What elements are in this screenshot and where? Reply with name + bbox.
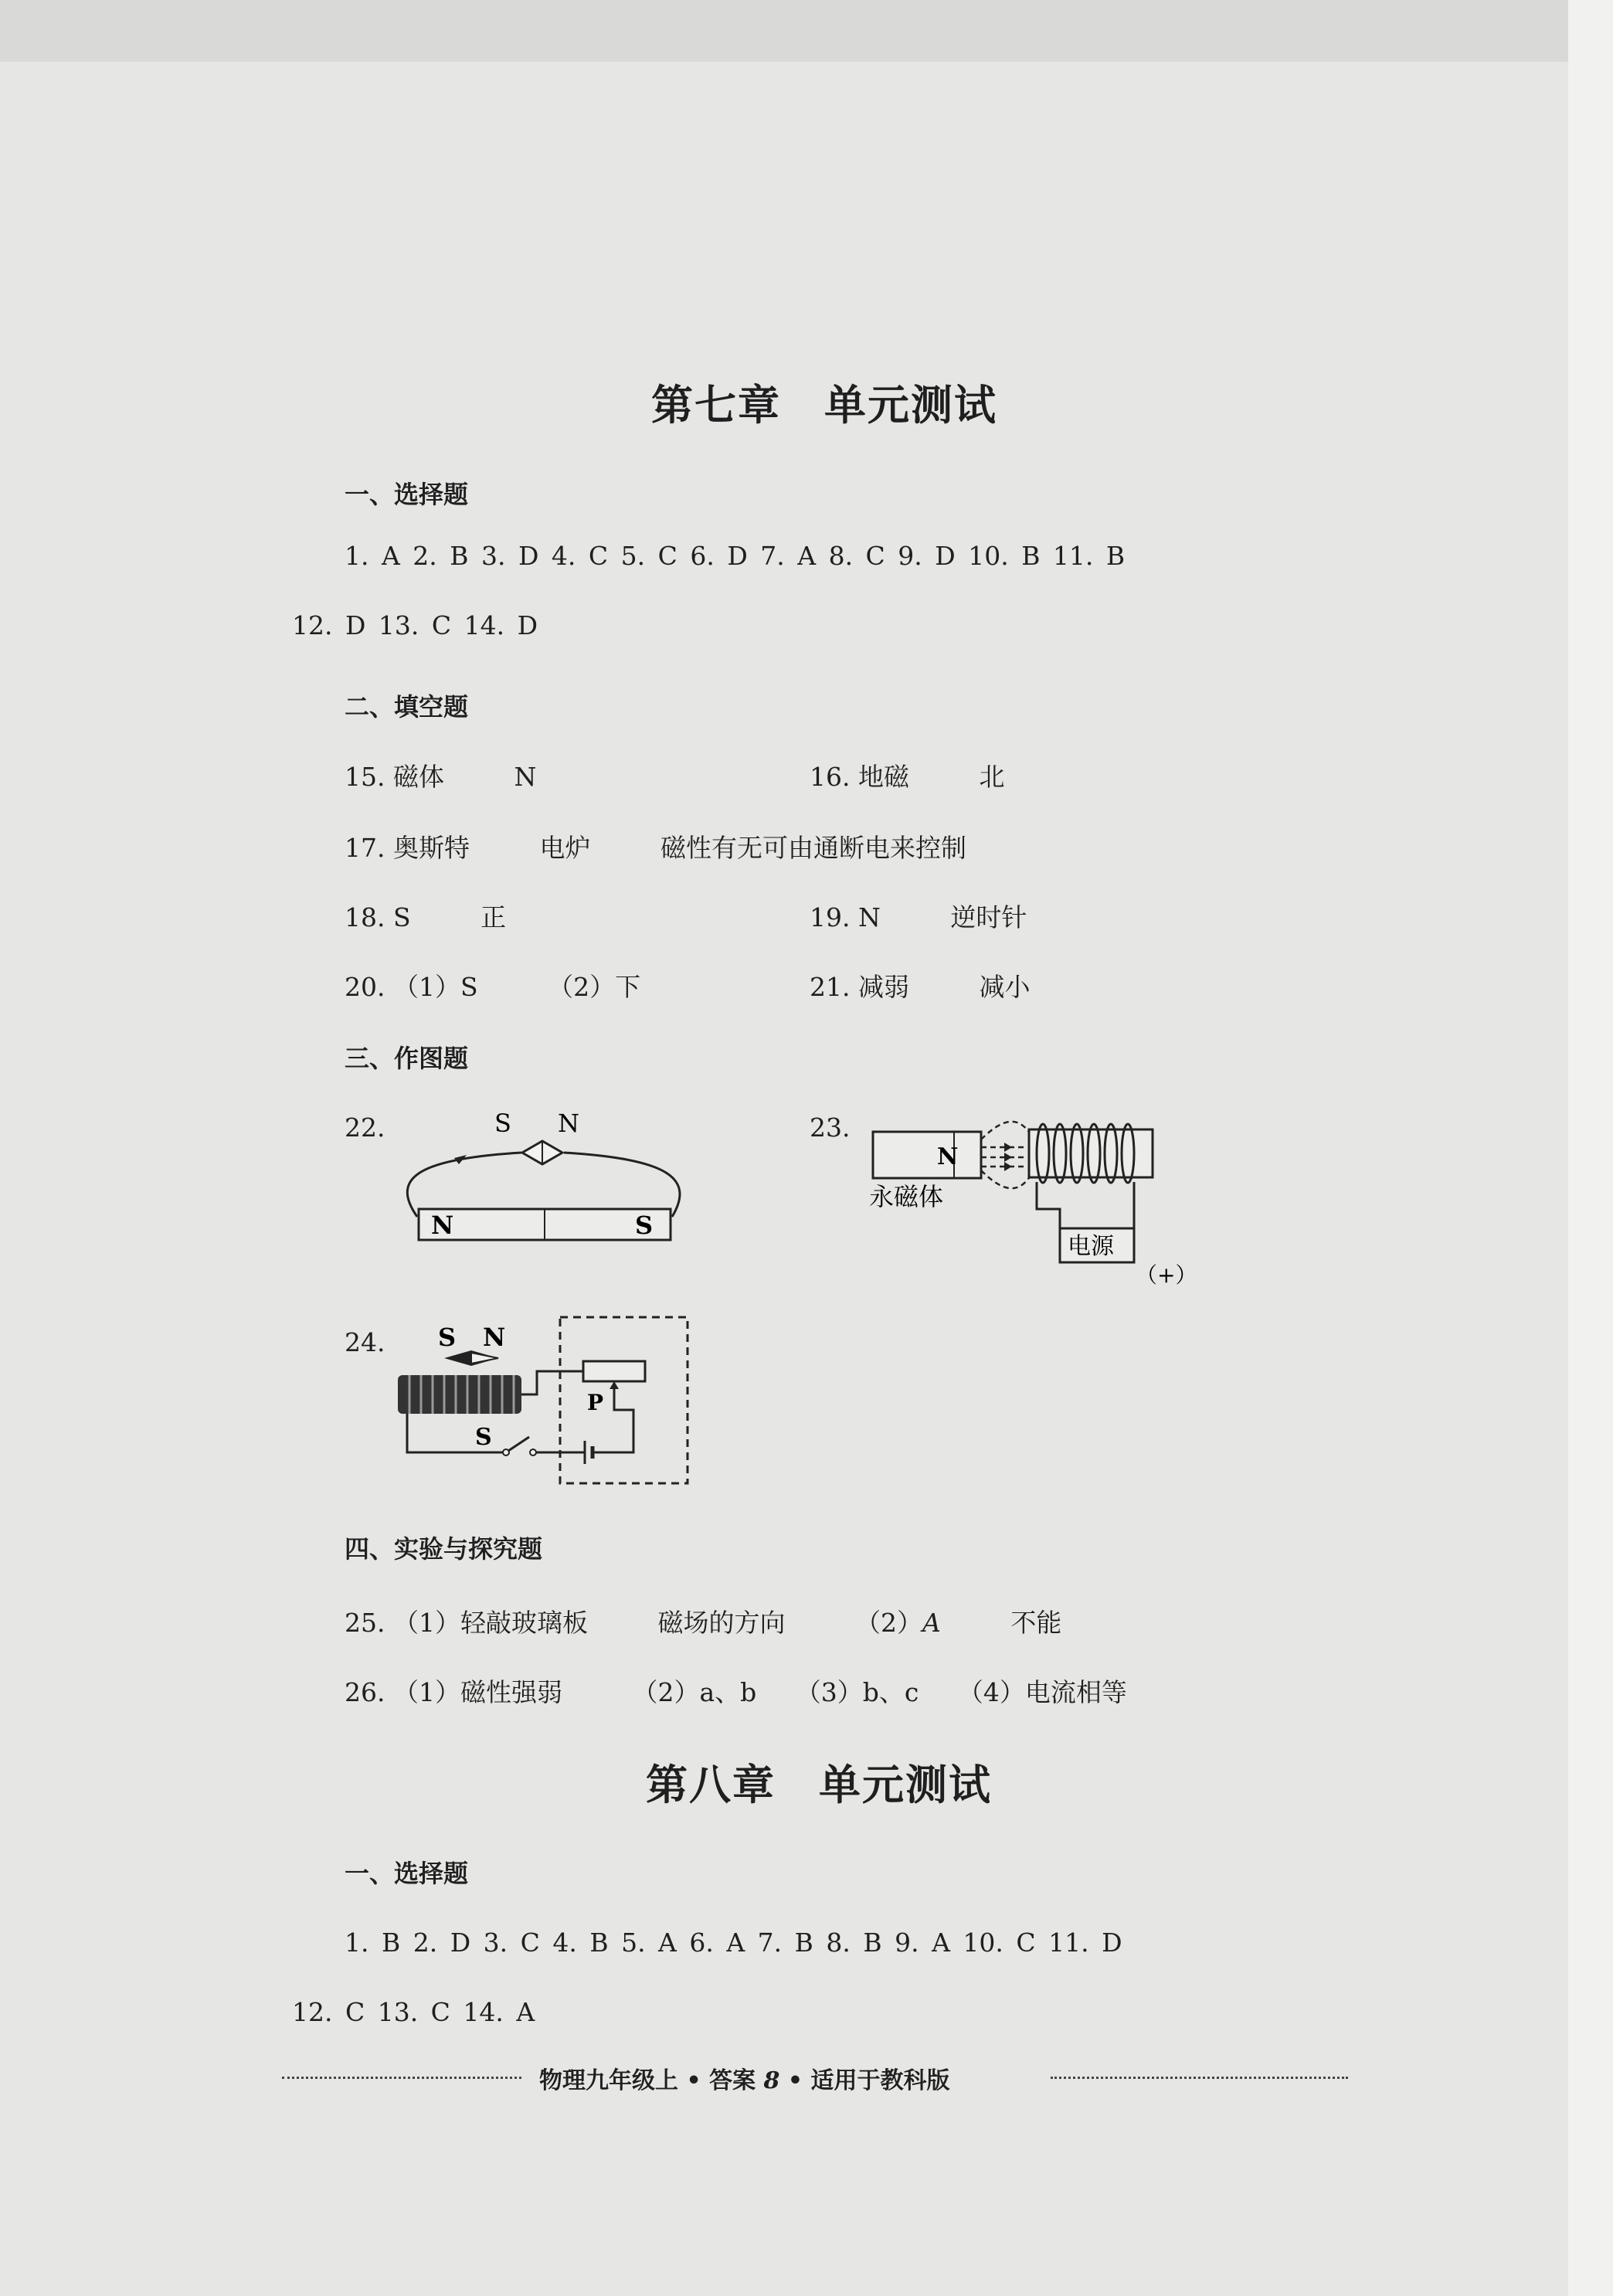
q24-circuit-diagram bbox=[390, 1313, 699, 1491]
q23-number: 23. bbox=[810, 1112, 851, 1143]
ch7-section-multiple-choice: 一、选择题 bbox=[345, 480, 469, 509]
ch8-mc-answers-line1: 1. B 2. D 3. C 4. B 5. A 6. A 7. B 8. B 9. A 10. C 11. D bbox=[345, 1927, 1122, 1958]
q16-a: 地磁 bbox=[857, 762, 909, 792]
q20-number: 20. bbox=[345, 972, 385, 1002]
q25-answer bbox=[345, 1603, 1061, 1639]
q21-b: 减小 bbox=[979, 972, 1031, 1002]
q22-bar-s: S bbox=[635, 1211, 654, 1240]
q15-b: N bbox=[514, 762, 537, 792]
q25-c: （2） bbox=[854, 1608, 922, 1638]
q16-number: 16. bbox=[810, 762, 851, 792]
q18-answer bbox=[345, 898, 506, 934]
q18-b: 正 bbox=[481, 902, 507, 932]
q26-number: 26. bbox=[345, 1677, 385, 1707]
footer-dotted-rule-right bbox=[1051, 2077, 1348, 2079]
q21-answer bbox=[810, 967, 1030, 1004]
q26-b: （2）a、b bbox=[632, 1677, 757, 1707]
q21-number: 21. bbox=[810, 972, 851, 1002]
q17-answer bbox=[345, 828, 966, 864]
q22-magnet-field-diagram bbox=[386, 1101, 695, 1255]
q15-answer bbox=[345, 757, 536, 793]
q24-compass-n: N bbox=[483, 1323, 506, 1352]
q26-a: （1）磁性强弱 bbox=[392, 1677, 562, 1707]
chapter7-title: 第七章 单元测试 bbox=[651, 381, 997, 430]
q19-number: 19. bbox=[810, 902, 851, 932]
q26-answer bbox=[345, 1673, 1127, 1709]
q16-answer bbox=[810, 757, 1004, 793]
q20-a: （1）S bbox=[392, 972, 478, 1002]
q24-number: 24. bbox=[345, 1327, 385, 1357]
footer-edition: 适用于教科版 bbox=[810, 2067, 950, 2094]
q25-b: 磁场的方向 bbox=[657, 1608, 786, 1638]
ch7-section-drawing: 三、作图题 bbox=[345, 1044, 469, 1073]
q24-switch bbox=[506, 1437, 529, 1452]
ch7-mc-answers-line1: 1. A 2. B 3. D 4. C 5. C 6. D 7. A 8. C 9. D 10. B 11. B bbox=[345, 541, 1126, 571]
page-edge bbox=[1568, 0, 1613, 2296]
q16-b: 北 bbox=[979, 762, 1005, 792]
q24-rheostat bbox=[583, 1361, 645, 1381]
q18-number: 18. bbox=[345, 902, 385, 932]
q22-bar-n: N bbox=[431, 1211, 454, 1240]
q23-source-label: 电源 bbox=[1068, 1233, 1114, 1260]
footer: 物理九年级上 • 答案 8 • 适用于教科版 bbox=[539, 2067, 950, 2094]
q18-a: S bbox=[392, 902, 411, 932]
ch7-mc-answers-line2: 12. D 13. C 14. D bbox=[292, 610, 538, 640]
q22-compass-s: S bbox=[494, 1109, 511, 1138]
q26-d: （4）电流相等 bbox=[957, 1677, 1127, 1707]
q17-number: 17. bbox=[345, 833, 385, 863]
q23-magnet-label: 永磁体 bbox=[869, 1182, 944, 1211]
q22-compass-n: N bbox=[558, 1109, 579, 1138]
q24-compass-s: S bbox=[438, 1323, 457, 1352]
q15-number: 15. bbox=[345, 762, 385, 792]
q23-plus-label: （+） bbox=[1136, 1262, 1197, 1288]
q25-a: （1）轻敲玻璃板 bbox=[392, 1608, 588, 1638]
q22-number: 22. bbox=[345, 1112, 385, 1143]
q19-answer bbox=[810, 898, 1027, 934]
footer-dotted-rule-left bbox=[282, 2077, 521, 2079]
q23-permanent-magnet bbox=[873, 1132, 981, 1178]
ch8-section-multiple-choice: 一、选择题 bbox=[345, 1859, 469, 1888]
ch7-section-fill-blank: 二、填空题 bbox=[345, 692, 469, 722]
q24-dashed-box bbox=[560, 1317, 688, 1483]
q24-slider-p: P bbox=[587, 1390, 604, 1415]
q20-b: （2）下 bbox=[548, 972, 641, 1002]
q25-c-italic: A bbox=[922, 1608, 941, 1638]
q23-electromagnet-diagram bbox=[857, 1112, 1213, 1298]
q17-a: 奥斯特 bbox=[392, 833, 470, 863]
q15-a: 磁体 bbox=[392, 762, 444, 792]
q25-d: 不能 bbox=[1010, 1608, 1062, 1638]
q17-b: 电炉 bbox=[539, 833, 591, 863]
ch8-mc-answers-line2: 12. C 13. C 14. A bbox=[292, 1997, 535, 2027]
footer-answer-label: 答案 bbox=[709, 2067, 756, 2094]
chapter8-title: 第八章 单元测试 bbox=[646, 1761, 992, 1809]
q26-c: （3）b、c bbox=[795, 1677, 919, 1707]
footer-subject: 物理九年级上 bbox=[539, 2067, 678, 2094]
q23-magnet-n: N bbox=[937, 1143, 959, 1170]
q19-a: N bbox=[857, 902, 881, 932]
q19-b: 逆时针 bbox=[950, 902, 1027, 932]
q25-number: 25. bbox=[345, 1608, 385, 1638]
footer-page-number: 8 bbox=[763, 2067, 780, 2094]
q20-answer bbox=[345, 967, 640, 1004]
ch7-section-experiment: 四、实验与探究题 bbox=[345, 1534, 543, 1564]
q21-a: 减弱 bbox=[857, 972, 909, 1002]
q24-switch-s: S bbox=[475, 1424, 492, 1451]
q17-c: 磁性有无可由通断电来控制 bbox=[660, 833, 966, 863]
